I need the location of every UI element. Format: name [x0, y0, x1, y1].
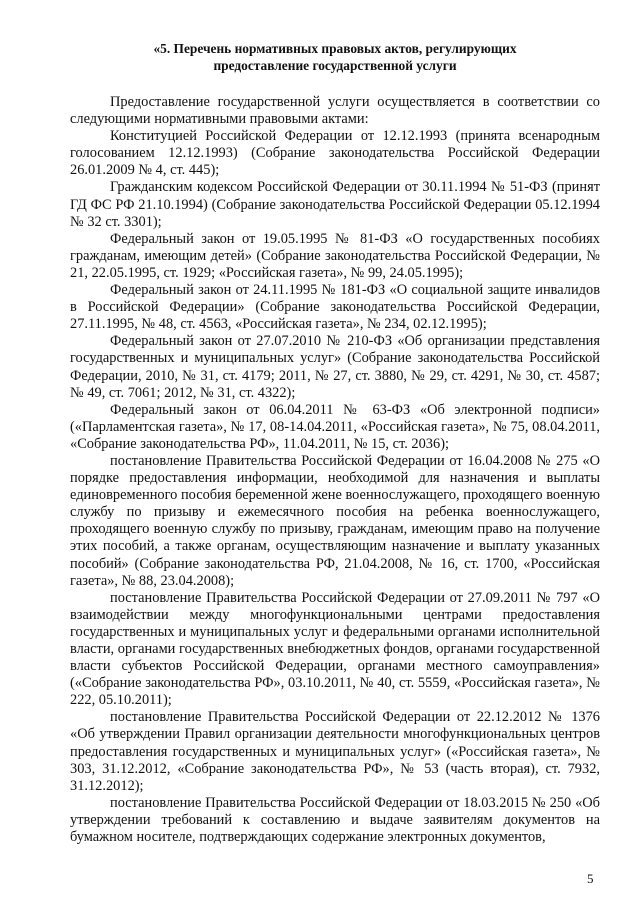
- paragraph-law-63-fz: Федеральный закон от 06.04.2011 № 63-ФЗ «Об электронной подписи» («Парламентская газета», № 17, 08-14.04.2011, «Российская газета», № 75, 08.04.2011, «Собрание законодательства РФ», 11.04.2011, № 15, ст. 2036);: [70, 401, 600, 452]
- page-number: 5: [587, 871, 594, 886]
- section-title-line-1: «5. Перечень нормативных правовых актов, регулирующих: [153, 41, 517, 56]
- paragraph-resolution-250: постановление Правительства Российской Федерации от 18.03.2015 № 250 «Об утверждении требований к составлению и выдаче заявителям документов на бумажном носителе, подтверждающих содержание электронных документов,: [70, 794, 600, 846]
- paragraph-law-81-fz: Федеральный закон от 19.05.1995 № 81-ФЗ «О государственных пособиях гражданам, имеющим детей» (Собрание законодательства Российской Федерации, № 21, 22.05.1995, ст. 1929; «Российская газета», № 99, 24.05.1995);: [70, 230, 600, 281]
- paragraph-law-210-fz: Федеральный закон от 27.07.2010 № 210-ФЗ «Об организации представления государственных и муниципальных услуг» (Собрание законодательства Российской Федерации, 2010, № 31, ст. 4179; 2011, № 27, ст. 3880, № 29, ст. 4291, № 30, ст. 4587; № 49, ст. 7061; 2012, № 31, ст. 4322);: [70, 333, 600, 401]
- paragraph-civil-code: Гражданским кодексом Российской Федерации от 30.11.1994 № 51-ФЗ (принят ГД ФС РФ 21.10.1994) (Собрание законодательства Российской Федерации 05.12.1994 № 32 ст. 3301);: [70, 179, 600, 230]
- paragraph-resolution-797: постановление Правительства Российской Федерации от 27.09.2011 № 797 «О взаимодействии между многофункциональными центрами предоставления государственных и муниципальных услуг и федеральными органами исполнительной власти, органами государственных внебюджетных фондов, органами государственной власти субъектов Российской Федерации, органами местного самоуправления» («Собрание законодательства РФ», 03.10.2011, № 40, ст. 5559, «Российская газета», № 222, 05.10.2011);: [70, 589, 600, 709]
- paragraph-law-181-fz: Федеральный закон от 24.11.1995 № 181-ФЗ «О социальной защите инвалидов в Российской Федерации» (Собрание законодательства Российской Федерации, 27.11.1995, № 48, ст. 4563, «Российская газета», № 234, 02.12.1995);: [70, 282, 600, 333]
- section-title-line-2: предоставление государственной услуги: [213, 58, 457, 73]
- document-body: [70, 94, 600, 846]
- paragraph-resolution-1376: постановление Правительства Российской Федерации от 22.12.2012 № 1376 «Об утверждении Правил организации деятельности многофункциональных центров предоставления государственных и муниципальных услуг» («Российская газета», № 303, 31.12.2012, «Собрание законодательства РФ», № 53 (часть вторая), ст. 7932, 31.12.2012);: [70, 709, 600, 794]
- paragraph-intro: Предоставление государственной услуги осуществляется в соответствии со следующими нормативными правовыми актами:: [70, 94, 600, 128]
- paragraph-constitution: Конституцией Российской Федерации от 12.12.1993 (принята всенародным голосованием 12.12.1993) (Собрание законодательства Российской Федерации 26.01.2009 № 4, ст. 445);: [70, 128, 600, 179]
- paragraph-resolution-275: постановление Правительства Российской Федерации от 16.04.2008 № 275 «О порядке предоставления информации, необходимой для назначения и выплаты единовременного пособия беременной жене военнослужащего, проходящего военную службу по призыву и ежемесячного пособия на ребенка военнослужащего, проходящего военную службу по призыву, гражданам, имеющим право на получение этих пособий, а также органам, осуществляющим назначение и выплату указанных пособий» (Собрание законодательства РФ, 21.04.2008, № 16, ст. 1700, «Российская газета», № 88, 23.04.2008);: [70, 452, 600, 589]
- section-title: [70, 40, 600, 74]
